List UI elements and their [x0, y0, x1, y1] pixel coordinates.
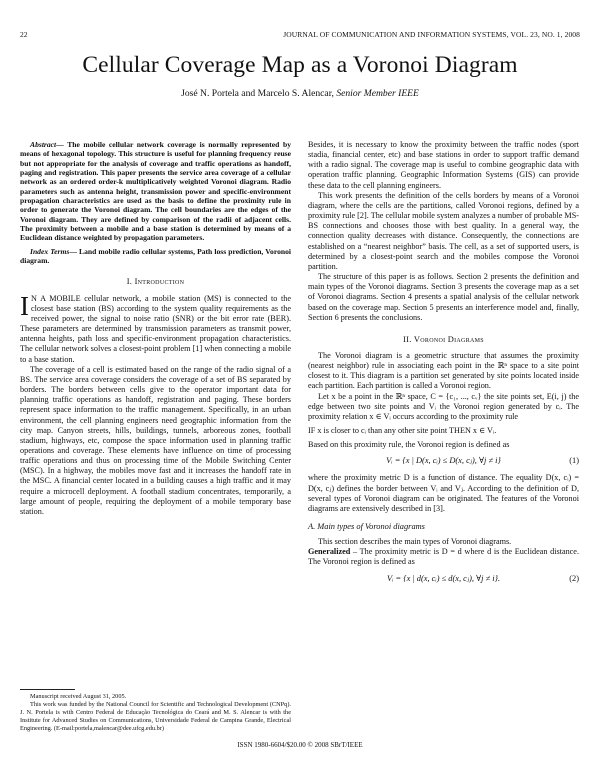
voronoi-paragraph-3: Based on this proximity rule, the Voronoi region is defined as [308, 440, 510, 450]
drop-cap: I [20, 290, 29, 321]
footnote-received: Manuscript received August 31, 2005. [30, 693, 127, 700]
index-terms-text: — Land mobile radio cellular systems, Path loss prediction, Voronoi diagram. [20, 246, 292, 266]
right-column [308, 140, 579, 591]
subsection-heading-main-types: A. Main types of Voronoi diagrams [308, 522, 425, 531]
main-types-paragraph-1: This section describes the main types of Voronoi diagrams. [318, 537, 512, 547]
footnote [20, 689, 291, 733]
generalized-text: – The proximity metric is D = d where d is the Euclidean distance. The Voronoi region is defined as [308, 547, 579, 567]
author-line [0, 88, 600, 99]
generalized-label: Generalized [308, 547, 351, 557]
proximity-rule: IF x is closer to cᵢ than any other site point THEN x ∈ Vᵢ. [308, 426, 497, 436]
page-number: 22 [20, 30, 28, 39]
intro-paragraph-1 [20, 290, 292, 365]
journal-name: JOURNAL OF COMMUNICATION AND INFORMATION SYSTEMS, VOL. 23, NO. 1, 2008 [283, 30, 580, 39]
author-names: José N. Portela and Marcelo S. Alencar, [181, 88, 334, 99]
voronoi-paragraph-2: Let x be a point in the ℝⁿ space, C = {c₁, ..., cᵥ} the site points set, E(i, j) the edge between two site points and Vᵢ the Voronoi region generated by cᵢ. The proximity relation x ∈ Vᵢ occurs according to the proximity rule [308, 391, 579, 421]
voronoi-paragraph-4: where the proximity metric D is a function of distance. The equality D(x, cᵢ) = D(x, cⱼ) defines the border between Vᵢ and Vⱼ. According to the definition of D, several types of Voronoi diagram can be originated. The features of the Voronoi diagrams are extensively described in [3]. [308, 473, 579, 513]
right-paragraph-3: The structure of this paper is as follows. Section 2 presents the definition and main types of the Voronoi diagrams. Section 3 presents the coverage map as a set of Voronoi diagrams. Section 4 presents a spatial analysis of the cellular network based on the coverage map. Section 5 presents an interference model and, finally, Section 6 presents the conclusions. [308, 272, 579, 322]
author-role: Senior Member IEEE [336, 88, 419, 99]
abstract-label: Abstract [30, 140, 57, 149]
section-heading-voronoi: II. Voronoi Diagrams [403, 334, 484, 344]
equation-2-body: Vᵢ = {x | d(x, cᵢ) ≤ d(x, cⱼ), ∀j ≠ i}. [386, 573, 501, 583]
equation-2-number: (2) [569, 573, 579, 583]
equation-1-number: (1) [569, 456, 579, 466]
intro-paragraph-1-text: cellular network, a mobile station (MS) is connected to the closest base station (BS) according to the system quality requirements as the received power, the signal to noise ratio (SNR) or the bit error rate (BER). These parameters are determined by transmission parameters as transmit power, antenna heights, path loss and specific-environment propagation characteristics. The cellular network solves a closest-point problem [1] when connecting a mobile to a base station. [20, 293, 292, 364]
index-terms-label: Index Terms [30, 246, 70, 256]
paper-title: Cellular Coverage Map as a Voronoi Diagram [82, 52, 518, 78]
issn-footer: ISSN 1980-6604/$20.00 © 2008 SBrT/IEEE [237, 741, 363, 749]
right-paragraph-1: Besides, it is necessary to know the proximity between the traffic nodes (sport stadia, financial center, etc) and base stations in order to support traffic demand with a radio signal. The coverage map is useful to combine geographic data with operation traffic planning. Geographic Information Systems (GIS) can provide these data to the cell planning engineers. [308, 140, 579, 190]
footnote-rule [20, 689, 75, 690]
equation-2 [308, 574, 579, 585]
left-column [20, 140, 291, 517]
intro-lead-words: N A MOBILE [31, 293, 81, 303]
running-header [20, 30, 580, 40]
main-types-paragraph-2 [308, 547, 579, 567]
right-paragraph-2: This work presents the definition of the cells borders by means of a Voronoi diagram, where the cells are the partitions, called Voronoi regions, defined by a proximity rule [2]. The cellular mobile system analyzes a number of probable MS-BS connections and chooses those with best quality. In a general way, the connection quality decreases with distance. Consequently, the connections are established on a “nearest neighbor” basis. The cell, as a set of supported users, is determined by a closest-point search and the mobiles compose the Voronoi partition. [308, 190, 579, 271]
equation-1 [308, 456, 579, 467]
index-terms [20, 247, 291, 266]
abstract [20, 140, 291, 243]
intro-paragraph-2: The coverage of a cell is estimated based on the range of the radio signal of a BS. The service area coverage considers the coverage of a set of BS separated by borders. The borders between cells give to the operator important data for planning traffic operations as handoff, registration and paging. These borders represent space information to the traffic management. Specifically, in an urban environment, the cell planning engineers need geographic information from the city map. Canyon streets, hills, buildings, tunnels, arboreous zones, football stadium, highways, etc, compose the space information used in planning traffic operations and coverage. These elements have influence on time of processing traffic operations and thus on processing time of the Mobile Switching Center (MSC). In a highway, the mobiles move fast and it increases the handoff rate in the MSC. A financial center located in a building causes a high traffic and it may require a microcell deployment. A football stadium concentrates, temporarily, a large amount of people, requiring the deployment of a mobile temporary base station. [20, 364, 291, 516]
abstract-text: — The mobile cellular network coverage is normally represented by means of hexagonal topology. This structure is useful for planning frequency reuse but not appropriate for the analysis of coverage and traffic operations as handoff, paging and registration. This paper presents the service area coverage of a cellular network as an ordered order-k multiplicatively weighted Voronoi diagram. Radio parameters such as antenna height, transmission power and specific-environment propagation characteristics are used as the basis to define the proximity rule in order to generate the Voronoi diagram. The cell boundaries are the edges of the Voronoi diagram. They are defined by comparison of the radii of adjacent cells. The proximity between a mobile and a base station is determined by means of a Euclidean distance weighted by propagation parameters. [20, 140, 291, 243]
section-heading-introduction: I. Introduction [126, 277, 185, 287]
equation-1-body: Vᵢ = {x | D(x, cᵢ) ≤ D(x, cⱼ), ∀j ≠ i} [386, 456, 501, 466]
voronoi-paragraph-1: The Voronoi diagram is a geometric structure that assumes the proximity (nearest neighbor) rule in associating each point in the ℝⁿ space to a site point closest to it. This diagram is a partition set generated by site points located inside each partition. Each partition is called a Voronoi region. [308, 350, 579, 391]
footnote-funding: This work was funded by the National Council for Scientific and Technological Development (CNPq). J. N. Portela is with Centro Federal de Educação Tecnológica do Ceará and M. S. Alencar is with the Institute for Advanced Studies on Communications, Universidade Federal de Campina Grande, Electrical Engineering. (E-mail:portela,malencar@dee.ufcg.edu.br) [20, 700, 291, 732]
